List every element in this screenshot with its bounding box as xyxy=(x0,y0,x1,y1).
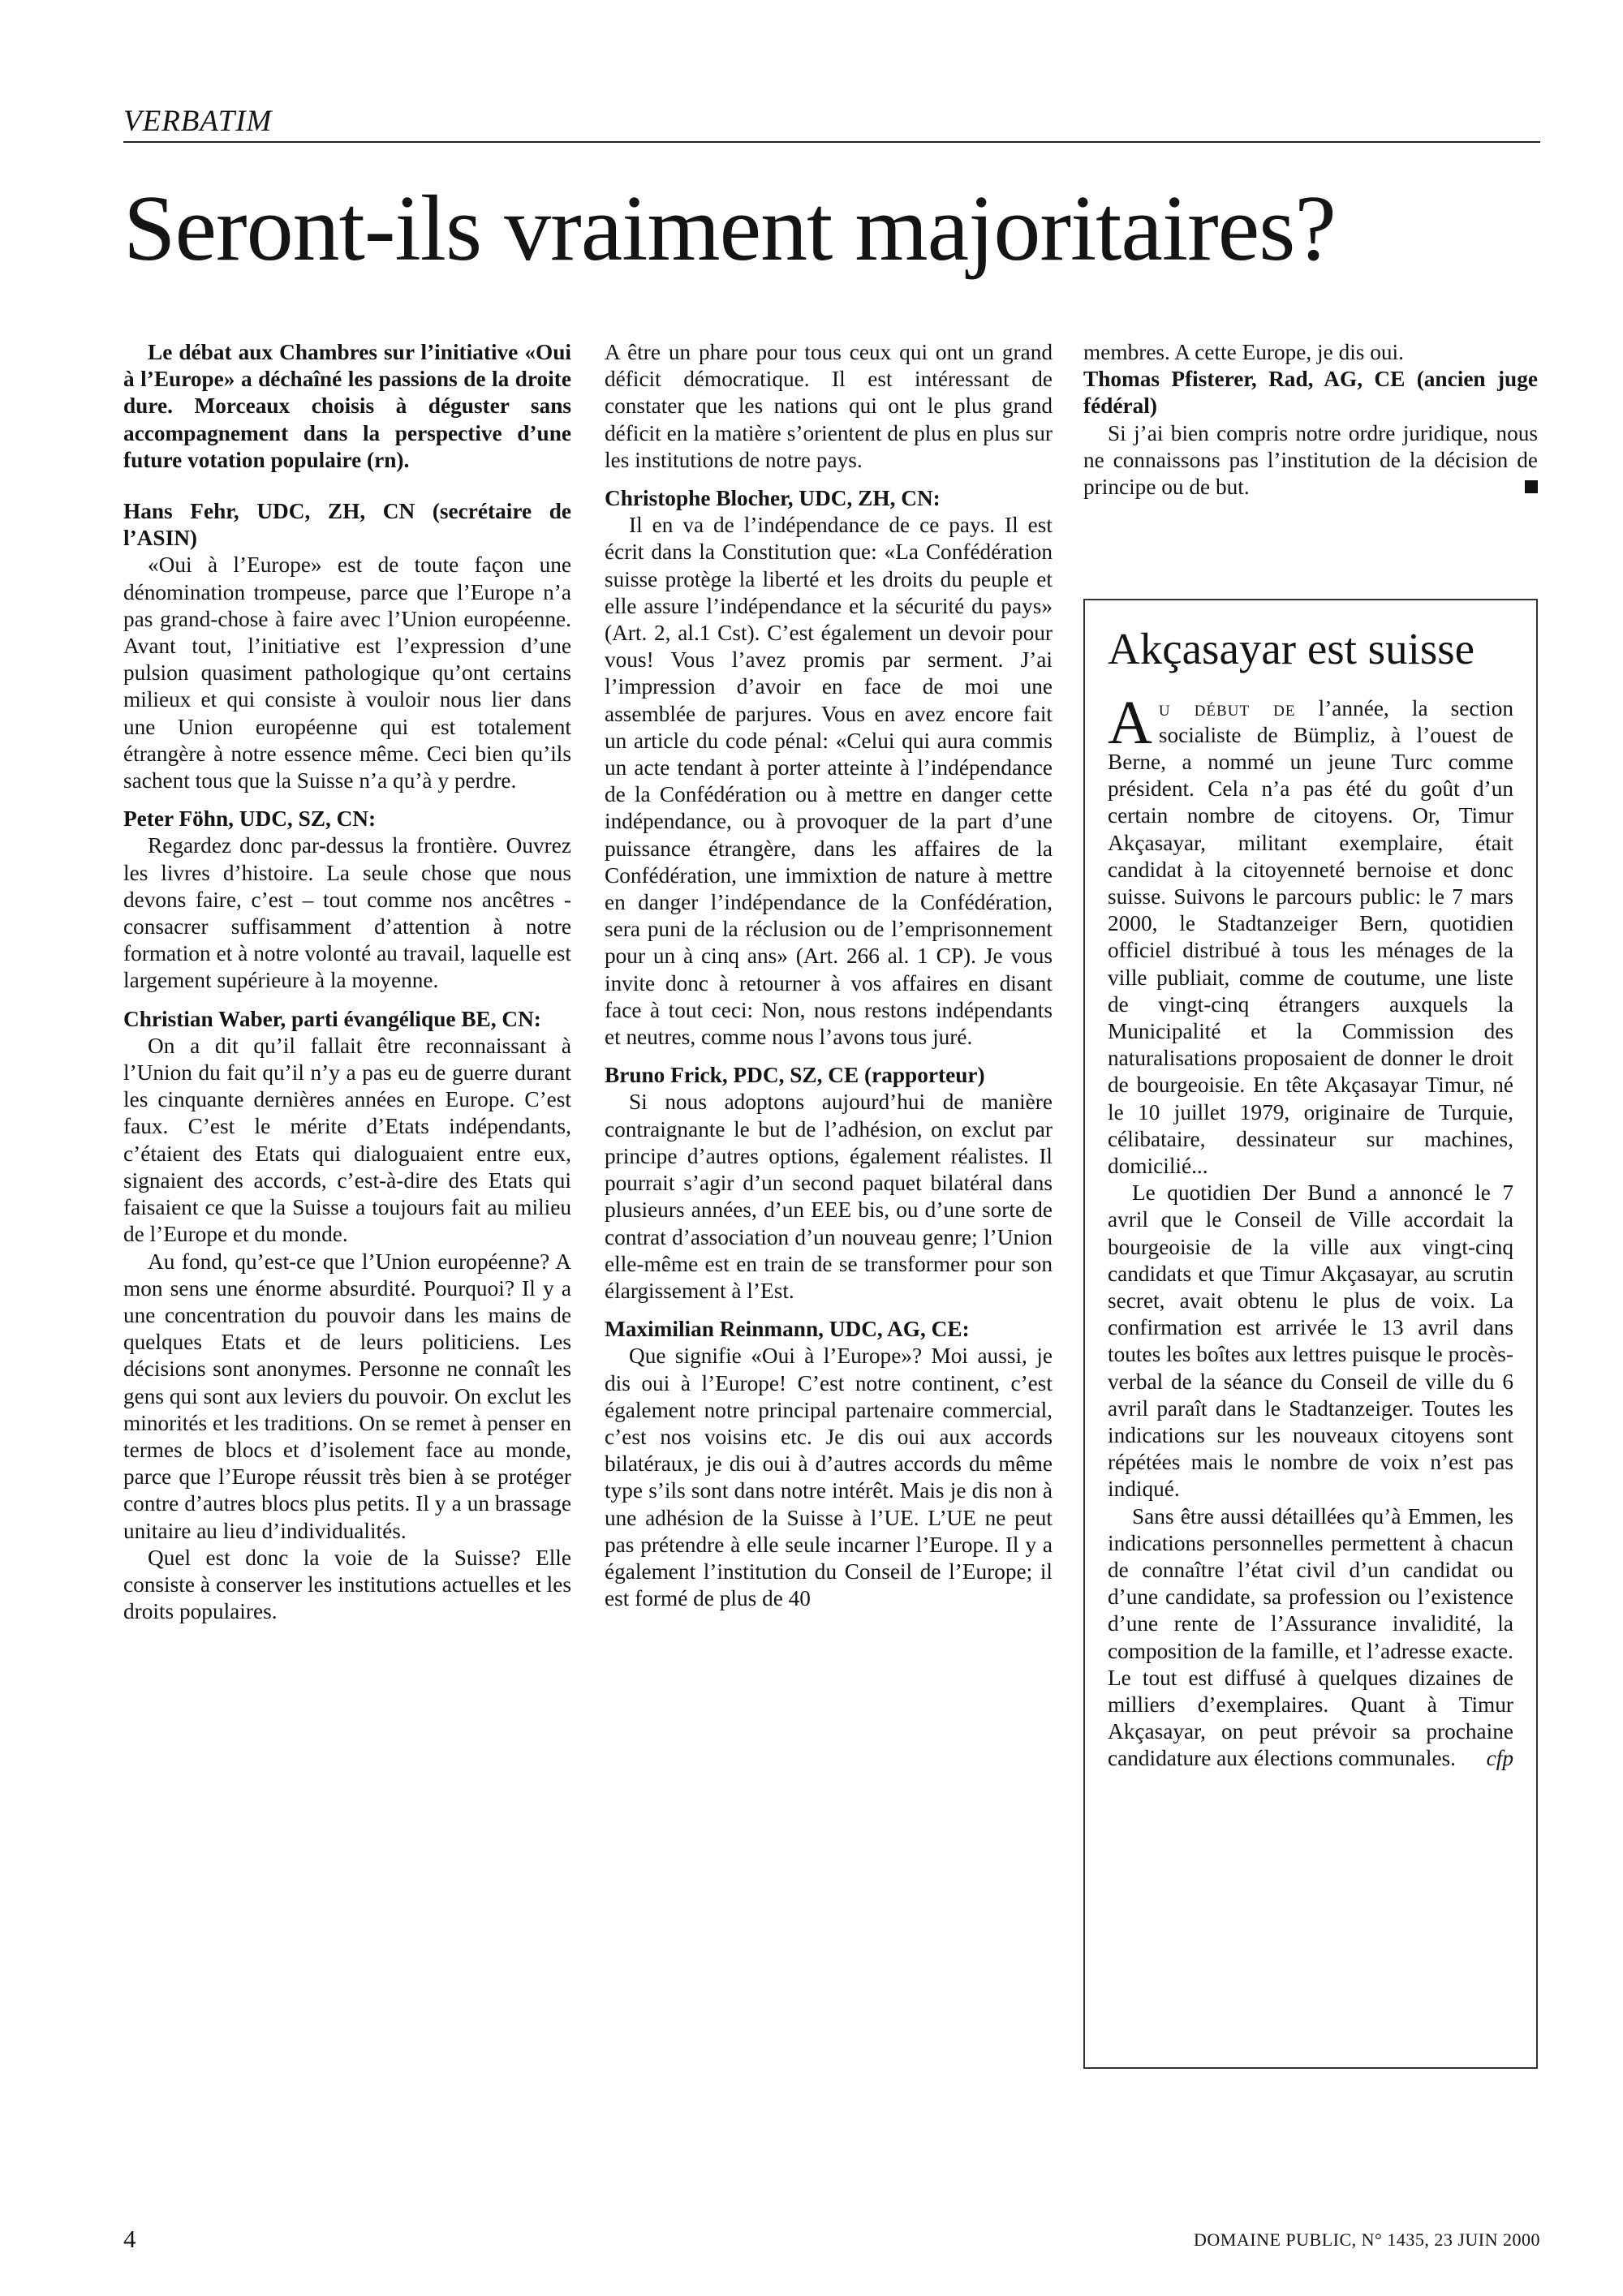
sidebar-title: Akçasayar est suisse xyxy=(1108,624,1475,673)
speaker-heading: Christophe Blocher, UDC, ZH, CN: xyxy=(605,486,941,511)
column-2 xyxy=(605,339,1053,1612)
speaker-heading: Bruno Frick, PDC, SZ, CE (rapporteur) xyxy=(605,1063,985,1088)
drop-cap: A xyxy=(1108,688,1152,757)
quote-paragraph: Quel est donc la voie de la Suisse? Elle consiste à conserver les institutions actuelles et les droits populaires. xyxy=(123,1545,571,1624)
quote-paragraph: Il en va de l’indépendance de ce pays. Il est écrit dans la Constitution que: «La Confédération suisse protège la liberté et les droits du peuple et elle assure l’indépendance et la sécurité du pays» (Art. 2, al.1 Cst). C’est également un devoir pour vous! Vous l’avez promis par serment. J’ai l’impression d’avoir en face de moi une assemblée de parjures. Vous en avez encore fait un article du code pénal: «Celui qui aura commis un acte tendant à porter atteinte à l’indépendance de la Confédération ou à mettre en danger cette indépendance, ou à provoquer de la part d’une puissance étrangère, dans les affaires de la Confédération, une immixtion de nature à mettre en danger l’indépendance de la Confédération, sera puni de la réclusion ou de l’emprisonnement pour un à cinq ans» (Art. 266 al. 1 CP). Je vous invite donc à retourner à vos affaires en disant face à tout ceci: Non, nous restons indépendants et neutres, comme nous l’avons tous juré. xyxy=(605,513,1053,1050)
header-rule xyxy=(123,141,1540,143)
speaker-heading: Christian Waber, parti évangélique BE, CN: xyxy=(123,1006,541,1031)
column-3 xyxy=(1083,339,1538,501)
small-caps-lead: u début de xyxy=(1158,695,1296,720)
speaker-heading: Peter Föhn, UDC, SZ, CN: xyxy=(123,806,377,832)
sidebar-paragraph: Le quotidien Der Bund a annoncé le 7 avril que le Conseil de Ville accordait la bourgeoisie de la ville aux vingt-cinq candidats et que Timur Akçasayar, au scrutin secret, avait obtenu le plus de voix. La confirmation est arrivée le 13 avril dans toutes les boîtes aux lettres puisque le procès-verbal de la séance du Conseil de ville du 6 avril paraît dans le Stadtanzeiger. Toutes les indications sur les nouveaux citoyens sont répétées mais le nombre de voix n’est pas indiqué. xyxy=(1108,1180,1513,1502)
sidebar-paragraph xyxy=(1108,688,1513,1180)
sidebar-text: Sans être aussi détaillées qu’à Emmen, les indications personnelles permettent à chacun de connaître l’état civil d’un candidat ou d’une candidate, sa profession ou l’existence d’une rente de l’Assurance invalidité, la composition de la famille, et l’adresse exacte. Le tout est diffusé à quelques dizaines de milliers d’exemplaires. Quant à Timur Akçasayar, on peut prévoir sa prochaine candidature aux élections communales. xyxy=(1108,1503,1513,1771)
quote-paragraph: Au fond, qu’est-ce que l’Union européenne? A mon sens une énorme absurdité. Pourquoi? Il y a une concentration du pouvoir dans les mains de quelques Etats et de leurs politiciens. Les décisions sont anonymes. Personne ne connaît les gens qui sont aux leviers du pouvoir. On exclut les minorités et les traditions. On se remet à penser en termes de blocs et d’isolement face au monde, parce que l’Europe réussit très bien à se protéger contre d’autres blocs plus petits. Il y a un brassage unitaire au lieu d’individualités. xyxy=(123,1249,571,1543)
intro-paragraph: Le débat aux Chambres sur l’initiative «Oui à l’Europe» a déchaîné les passions de la droite dure. Morceaux choisis à déguster sans accompagnement dans la perspective d’une future votation populaire (rn). xyxy=(123,340,571,472)
speaker-heading: Thomas Pfisterer, Rad, AG, CE (ancien juge fédéral) xyxy=(1083,367,1538,419)
quote-paragraph: Regardez donc par-dessus la frontière. Ouvrez les livres d’histoire. La seule chose que nous devons faire, c’est – tout comme nos ancêtres - consacrer suffisamment d’attention à notre formation et à notre volonté au travail, laquelle est largement supérieure à la moyenne. xyxy=(123,833,571,993)
section-label: VERBATIM xyxy=(123,105,273,138)
sidebar-box xyxy=(1083,599,1538,2069)
footer-publication: DOMAINE PUBLIC, N° 1435, 23 JUIN 2000 xyxy=(1194,2229,1540,2250)
page-number: 4 xyxy=(123,2225,136,2253)
sidebar-paragraph xyxy=(1108,1503,1513,1773)
quote-paragraph: membres. A cette Europe, je dis oui. xyxy=(1083,340,1404,364)
quote-text: Si j’ai bien compris notre ordre juridique, nous ne connaissons pas l’institution de la décision de principe ou de but. xyxy=(1083,420,1538,500)
column-1 xyxy=(123,339,571,1625)
quote-paragraph: A être un phare pour tous ceux qui ont un grand déficit démocratique. Il est intéressant de constater que les nations qui ont le plus grand déficit en la matière s’orientent de plus en plus sur les institutions de notre pays. xyxy=(605,340,1053,472)
article-title: Seront-ils vraiment majoritaires? xyxy=(123,177,1336,281)
sidebar-text: l’année, la section socialiste de Bümpliz, à l’ouest de Berne, a nommé un jeune Turc comme président. Cela n’a pas été du goût d’un certain nombre de citoyens. Or, Timur Akçasayar, militant exemplaire, était candidat à la citoyenneté bernoise et donc suisse. Suivons le parcours public: le 7 mars 2000, le Stadtanzeiger Bern, quotidien officiel distribué à tous les ménages de la ville publiait, comme de coutume, une liste de vingt-cinq étrangers auxquels la Municipalité et la Commission des naturalisations proposaient de donner le droit de bourgeoisie. En tête Akçasayar Timur, né le 10 juillet 1979, originaire de Turquie, célibataire, dessinateur sur machines, domicilié... xyxy=(1108,695,1513,1178)
speaker-heading: Maximilian Reinmann, UDC, AG, CE: xyxy=(605,1317,970,1342)
quote-paragraph: On a dit qu’il fallait être reconnaissant à l’Union du fait qu’il n’y a pas eu de guerre durant les cinquante dernières années en Europe. C’est faux. C’est le mérite d’Etats indépendants, c’étaient des Etats qui dialoguaient entre eux, signaient des accords, c’est-à-dire des Etats qui faisaient ce que la Suisse a toujours fait au milieu de l’Europe et du monde. xyxy=(123,1033,571,1247)
quote-paragraph: «Oui à l’Europe» est de toute façon une dénomination trompeuse, parce que l’Europe n’a pas grand-chose à faire avec l’Union européenne. Avant tout, l’initiative est l’expression d’une pulsion quasiment pathologique qu’ont certains milieux et qui consiste à vouloir nous lier dans une Union européenne qui est totalement étrangère à notre essence même. Ceci bien qu’ils sachent tous que la Suisse n’a qu’à y perdre. xyxy=(123,553,571,793)
speaker-heading: Hans Fehr, UDC, ZH, CN (secrétaire de l’ASIN) xyxy=(123,499,571,551)
quote-paragraph: Que signifie «Oui à l’Europe»? Moi aussi, je dis oui à l’Europe! C’est notre continent, c’est également notre principal partenaire commercial, c’est nos voisins etc. Je dis oui aux accords bilatéraux, je dis oui à d’autres accords du même type s’ils sont dans notre intérêt. Mais je dis non à une adhésion de la Suisse à l’UE. L’UE ne peut pas prétendre à elle seule incarner l’Europe. Il y a également l’institution du Conseil de l’Europe; il est formé de plus de 40 xyxy=(605,1344,1053,1611)
quote-paragraph xyxy=(1083,420,1538,501)
sidebar-signature: cfp xyxy=(1486,1746,1513,1771)
quote-paragraph: Si nous adoptons aujourd’hui de manière contraignante le but de l’adhésion, on exclut par principe d’autres options, également réalistes. Il pourrait s’agir d’un second paquet bilatéral dans plusieurs années, d’un EEE bis, ou d’une sorte de contrat d’association d’un nouveau genre; l’Union elle-même est en train de se transformer pour son élargissement à l’Est. xyxy=(605,1090,1053,1303)
end-of-article-icon xyxy=(1525,480,1538,493)
